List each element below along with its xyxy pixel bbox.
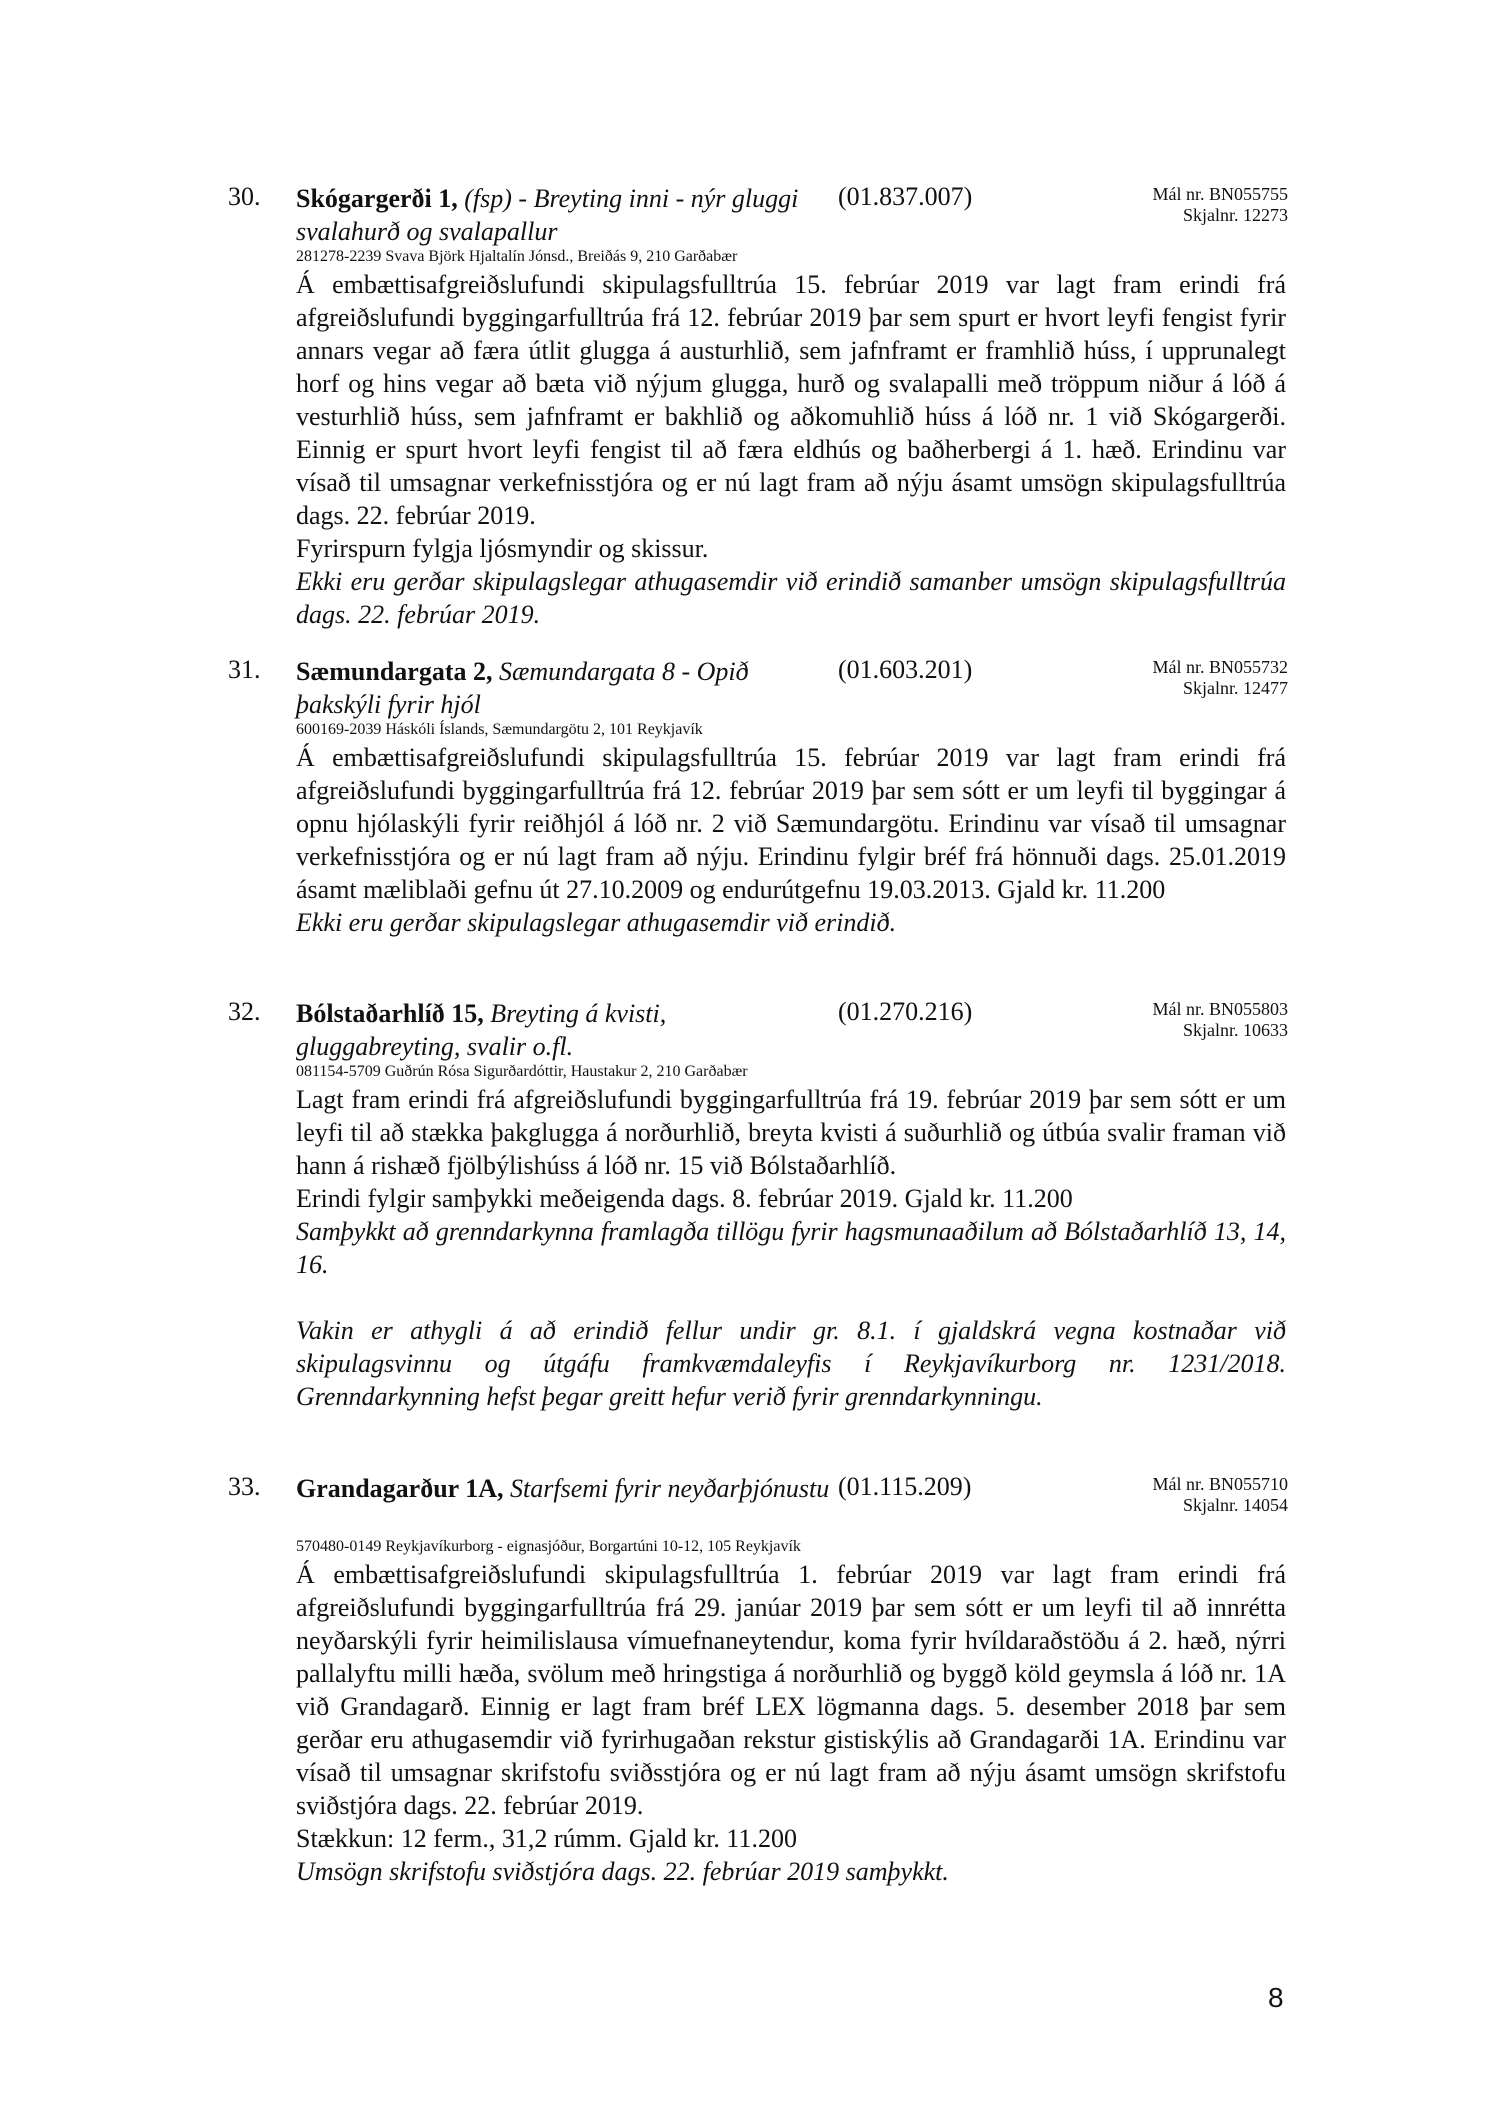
case-meta	[1152, 184, 1288, 226]
item-body	[296, 1083, 1286, 1413]
case-meta	[1152, 999, 1288, 1041]
decision-text: Ekki eru gerðar skipulagslegar athugasemdir við erindið.	[296, 908, 897, 937]
case-number: Mál nr. BN055732	[1152, 657, 1288, 677]
body-paragraph: Lagt fram erindi frá afgreiðslufundi byggingarfulltrúa frá 19. febrúar 2019 þar sem sótt er um leyfi til að stækka þakglugga á norðurhlið, breyta kvisti á suðurhlið og útbúa svalir framan við hann á rishæð fjölbýlishúss á lóð nr. 15 við Bólstaðarhlíð.	[296, 1085, 1286, 1180]
item-number: 30.	[228, 182, 261, 211]
body-paragraph: Á embættisafgreiðslufundi skipulagsfulltrúa 1. febrúar 2019 var lagt fram erindi frá afgreiðslufundi byggingarfulltrúa frá 29. janúar 2019 þar sem sótt er um leyfi til að innrétta neyðarskýli fyrir heimilislausa vímuefnaneytendur, koma fyrir hvíldaraðstöðu á 2. hæð, nýrri pallalyftu milli hæða, svölum með hringstiga á norðurhlið og byggð köld geymsla á lóð nr. 1A við Grandagarð. Einnig er lagt fram bréf LEX lögmanna dags. 5. desember 2018 þar sem gerðar eru athugasemdir við fyrirhugaðan rekstur gistiskýlis að Grandagarði 1A. Erindinu var vísað til umsagnar skrifstofu sviðsstjóra og er nú lagt fram að nýju ásamt umsögn skrifstofu sviðstjóra dags. 22. febrúar 2019.	[296, 1560, 1286, 1820]
document-number: Skjalnr. 12477	[1182, 678, 1288, 698]
land-code: (01.837.007)	[838, 182, 973, 211]
item-subject: Starfsemi fyrir neyðarþjónustu	[510, 1474, 830, 1503]
item-body	[296, 741, 1286, 939]
body-paragraph: Erindi fylgir samþykki meðeigenda dags. 8. febrúar 2019. Gjald kr. 11.200	[296, 1184, 1073, 1213]
item-subject: Breyting á kvisti, gluggabreyting, svalir o.fl.	[296, 999, 667, 1061]
item-subject: (fsp) - Breyting inni - nýr gluggi svalahurð og svalapallur	[296, 184, 799, 246]
item-number: 31.	[228, 655, 261, 684]
body-paragraph: Á embættisafgreiðslufundi skipulagsfulltrúa 15. febrúar 2019 var lagt fram erindi frá afgreiðslufundi byggingarfulltrúa frá 12. febrúar 2019 þar sem spurt er hvort leyfi fengist fyrir annars vegar að færa útlit glugga á austurhlið, sem jafnframt er framhlið húss, í upprunalegt horf og hins vegar að bæta við nýjum glugga, hurð og svalapalli með tröppum niður á lóð á vesturhlið húss, sem jafnframt er bakhlið og aðkomuhlið húss á lóð nr. 1 við Skógargerði. Einnig er spurt hvort leyfi fengist til að færa eldhús og baðherbergi á 1. hæð. Erindinu var vísað til umsagnar verkefnisstjóra og er nú lagt fram að nýju ásamt umsögn skipulagsfulltrúa dags. 22. febrúar 2019.	[296, 270, 1286, 530]
land-code: (01.603.201)	[838, 655, 973, 684]
item-address: Bólstaðarhlíð 15,	[296, 999, 484, 1028]
item-body	[296, 268, 1286, 631]
item-body	[296, 1558, 1286, 1888]
decision-text: Samþykkt að grenndarkynna framlagða tillögu fyrir hagsmunaaðilum að Bólstaðarhlíð 13, 14, 16.	[296, 1217, 1286, 1279]
page-number: 8	[1268, 1982, 1284, 2013]
case-meta	[1152, 1474, 1288, 1516]
case-number: Mál nr. BN055710	[1152, 1474, 1288, 1494]
owner-line: 081154-5709 Guðrún Rósa Sigurðardóttir, Haustakur 2, 210 Garðabær	[296, 1063, 748, 1080]
item-heading	[296, 182, 836, 248]
item-number: 32.	[228, 997, 261, 1026]
document-number: Skjalnr. 10633	[1182, 1020, 1288, 1040]
case-number: Mál nr. BN055755	[1152, 184, 1288, 204]
body-paragraph: Stækkun: 12 ferm., 31,2 rúmm. Gjald kr. 11.200	[296, 1824, 797, 1853]
body-paragraph: Fyrirspurn fylgja ljósmyndir og skissur.	[296, 534, 709, 563]
document-number: Skjalnr. 14054	[1182, 1495, 1288, 1515]
land-code: (01.270.216)	[838, 997, 973, 1026]
case-number: Mál nr. BN055803	[1152, 999, 1288, 1019]
decision-text: Ekki eru gerðar skipulagslegar athugasemdir við erindið samanber umsögn skipulagsfulltrúa dags. 22. febrúar 2019.	[296, 567, 1286, 629]
item-address: Grandagarður 1A,	[296, 1474, 504, 1503]
item-heading	[296, 997, 836, 1063]
note-text: Vakin er athygli á að erindið fellur undir gr. 8.1. í gjaldskrá vegna kostnaðar við skipulagsvinnu og útgáfu framkvæmdaleyfis í Reykjavíkurborg nr. 1231/2018. Grenndarkynning hefst þegar greitt hefur verið fyrir grenndarkynningu.	[296, 1316, 1286, 1411]
owner-line: 570480-0149 Reykjavíkurborg - eignasjóður, Borgartúni 10-12, 105 Reykjavík	[296, 1538, 801, 1555]
item-subject: Sæmundargata 8 - Opið þakskýli fyrir hjól	[296, 657, 749, 719]
owner-line: 281278-2239 Svava Björk Hjaltalín Jónsd., Breiðás 9, 210 Garðabær	[296, 248, 738, 265]
owner-line: 600169-2039 Háskóli Íslands, Sæmundargötu 2, 101 Reykjavík	[296, 721, 703, 738]
item-number: 33.	[228, 1472, 261, 1501]
item-heading	[296, 655, 836, 721]
case-meta	[1152, 657, 1288, 699]
land-code: (01.115.209)	[838, 1472, 972, 1501]
item-address: Skógargerði 1,	[296, 184, 458, 213]
document-number: Skjalnr. 12273	[1182, 205, 1288, 225]
body-paragraph: Á embættisafgreiðslufundi skipulagsfulltrúa 15. febrúar 2019 var lagt fram erindi frá afgreiðslufundi byggingarfulltrúa frá 12. febrúar 2019 þar sem sótt er um leyfi til byggingar á opnu hjólaskýli fyrir reiðhjól á lóð nr. 2 við Sæmundargötu. Erindinu var vísað til umsagnar verkefnisstjóra og er nú lagt fram að nýju. Erindinu fylgir bréf frá hönnuði dags. 25.01.2019 ásamt mæliblaði gefnu út 27.10.2009 og endurútgefnu 19.03.2013. Gjald kr. 11.200	[296, 743, 1286, 904]
item-heading	[296, 1472, 836, 1505]
decision-text: Umsögn skrifstofu sviðstjóra dags. 22. febrúar 2019 samþykkt.	[296, 1857, 949, 1886]
item-address: Sæmundargata 2,	[296, 657, 493, 686]
